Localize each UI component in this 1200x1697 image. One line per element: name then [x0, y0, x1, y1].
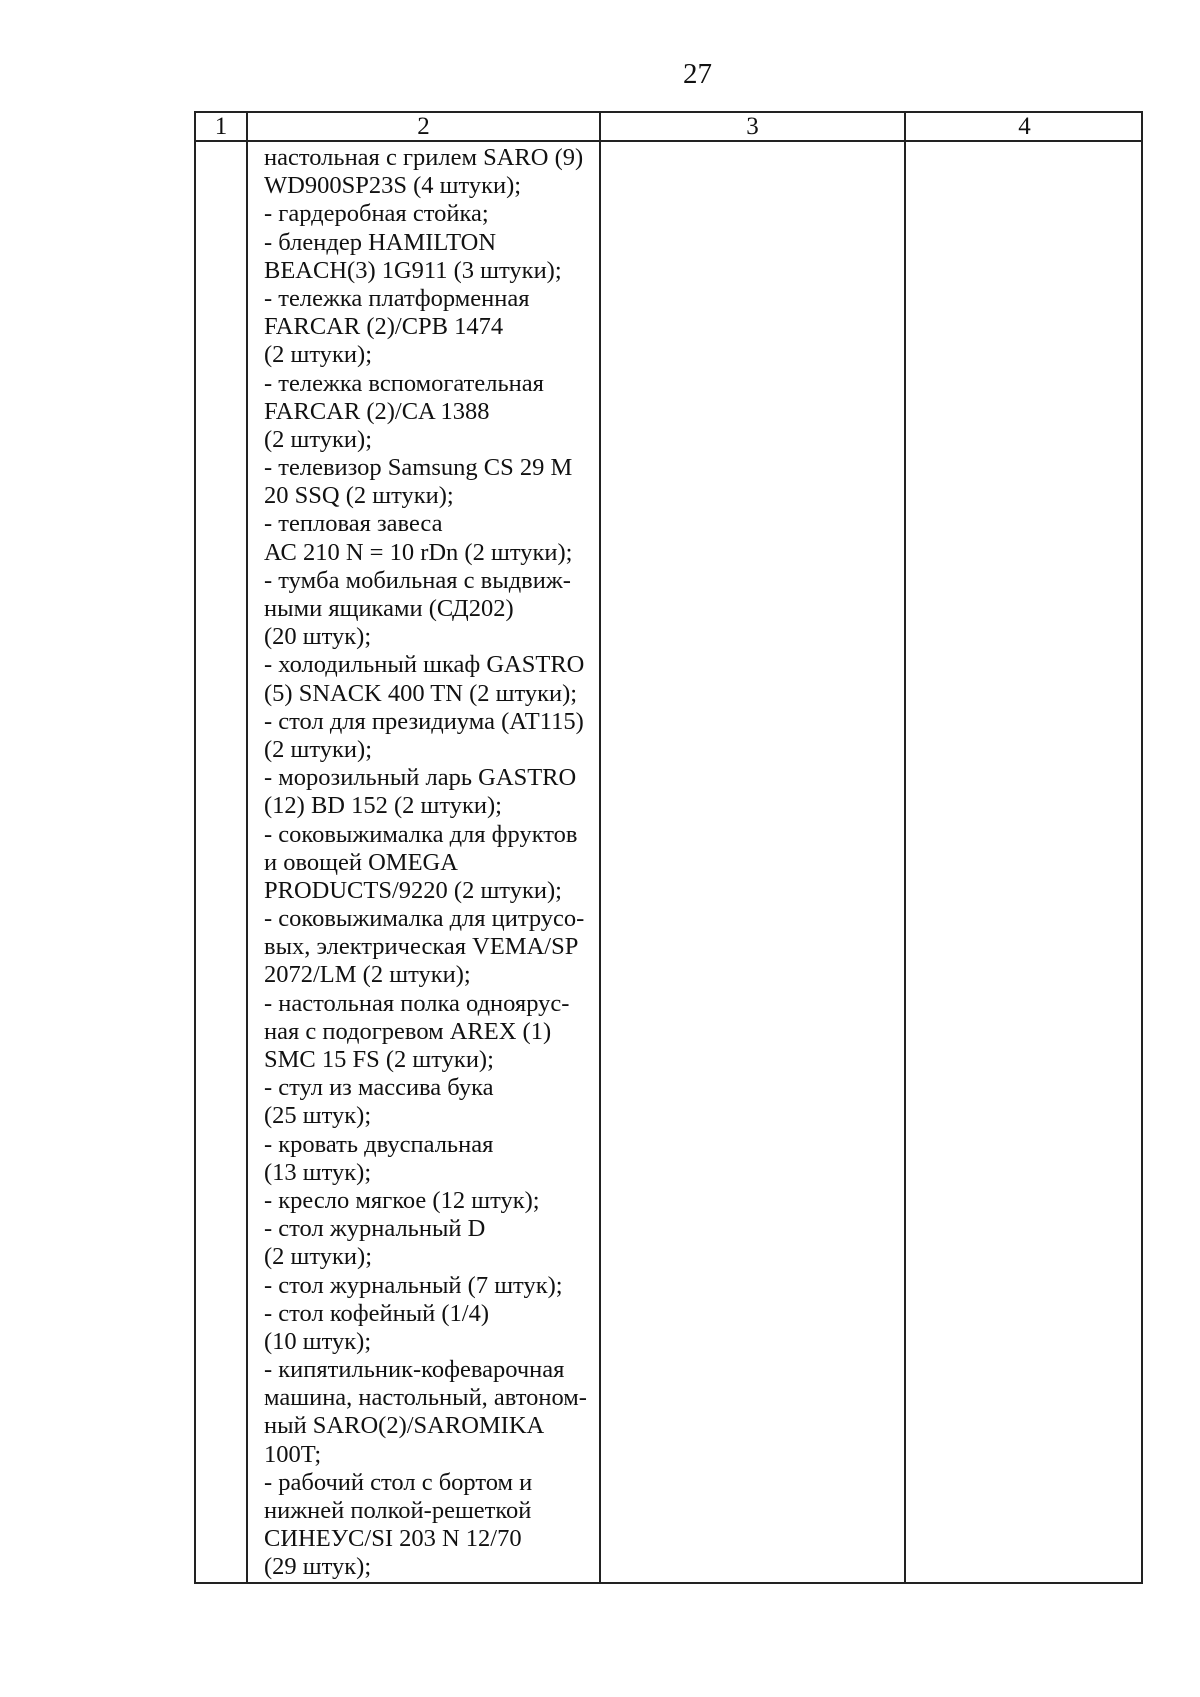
text-line: нижней полкой-решеткой: [264, 1497, 532, 1524]
column-divider: [599, 113, 601, 1582]
text-line: - холодильный шкаф GASTRO: [264, 651, 585, 679]
text-line: 2072/LM (2 штуки);: [264, 961, 471, 989]
text-line: 100T;: [264, 1440, 322, 1468]
text-line: - кровать двуспальная: [264, 1130, 494, 1158]
text-line: - кресло мягкое (12 штук);: [264, 1186, 540, 1214]
text-line: - стол журнальный (7 штук);: [264, 1271, 563, 1299]
text-line: - телевизор Samsung CS 29 M: [264, 454, 573, 482]
text-line: - тележка платформенная: [264, 284, 530, 312]
text-line: (2 штуки);: [264, 1243, 373, 1271]
text-line: - стол кофейный (1/4): [264, 1299, 490, 1327]
text-line: - тепловая завеса: [264, 510, 443, 538]
text-line: PRODUCTS/9220 (2 штуки);: [264, 876, 562, 904]
column-header-1: 1: [214, 113, 228, 140]
text-line: BEACH(3) 1G911 (3 штуки);: [264, 256, 562, 284]
document-table: [194, 111, 1143, 1584]
text-line: WD900SP23S (4 штуки);: [264, 172, 522, 200]
text-line: АС 210 N = 10 rDn (2 штуки);: [264, 538, 573, 566]
text-line: ный SARO(2)/SAROMIKA: [264, 1412, 545, 1440]
text-line: (25 штук);: [264, 1102, 372, 1130]
text-line: и овощей OMEGA: [264, 848, 458, 876]
column-header-2: 2: [417, 113, 430, 140]
text-line: (2 штуки);: [264, 425, 373, 453]
text-line: (10 штук);: [264, 1327, 372, 1355]
text-line: - стул из массива бука: [264, 1074, 494, 1102]
text-line: (2 штуки);: [264, 735, 373, 763]
column-divider: [246, 113, 248, 1582]
text-line: - морозильный ларь GASTRO: [264, 764, 577, 792]
text-line: - рабочий стол с бортом и: [264, 1468, 533, 1496]
text-line: FARCAR (2)/CPB 1474: [264, 313, 504, 341]
text-line: ными ящиками (СД202): [264, 595, 514, 622]
text-line: (20 штук);: [264, 623, 372, 651]
column-header-3: 3: [746, 113, 759, 140]
column-divider: [904, 113, 906, 1582]
text-line: - тумба мобильная с выдвиж-: [264, 566, 571, 594]
page-number: 27: [683, 58, 712, 90]
text-line: (2 штуки);: [264, 341, 373, 369]
text-line: - блендер HAMILTON: [264, 228, 497, 256]
text-line: СИНЕУС/SI 203 N 12/70: [264, 1525, 522, 1553]
text-line: - соковыжималка для цитрусо-: [264, 905, 585, 933]
text-line: - настольная полка одноярус-: [264, 989, 570, 1017]
text-line: - соковыжималка для фруктов: [264, 820, 578, 848]
text-line: - гардеробная стойка;: [264, 200, 489, 228]
text-line: - стол журнальный D: [264, 1215, 486, 1243]
text-line: машина, настольный, автоном-: [264, 1384, 587, 1412]
text-line: ная с подогревом AREX (1): [264, 1017, 552, 1045]
text-line: (12) BD 152 (2 штуки);: [264, 792, 502, 820]
column-2-cell: [264, 144, 594, 1582]
text-line: - тележка вспомогательная: [264, 369, 544, 397]
text-line: вых, электрическая VEMA/SP: [264, 933, 579, 961]
text-line: - кипятильник-кофеварочная: [264, 1356, 565, 1384]
text-line: (13 штук);: [264, 1158, 372, 1186]
text-line: настольная с грилем SARO (9): [264, 144, 584, 171]
text-line: (29 штук);: [264, 1553, 372, 1581]
text-line: SMC 15 FS (2 штуки);: [264, 1046, 494, 1073]
column-header-4: 4: [1018, 113, 1031, 140]
text-line: FARCAR (2)/CA 1388: [264, 397, 490, 425]
text-line: - стол для президиума (АТ115): [264, 707, 584, 735]
text-line: 20 SSQ (2 штуки);: [264, 482, 454, 510]
text-line: (5) SNACK 400 TN (2 штуки);: [264, 679, 578, 707]
header-divider: [196, 140, 1141, 142]
